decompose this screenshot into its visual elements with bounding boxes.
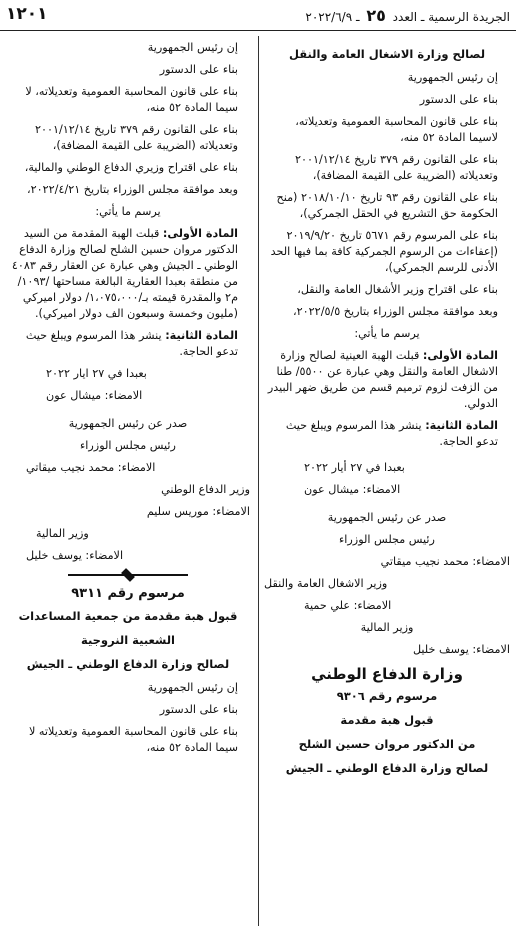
article-1 xyxy=(6,226,250,322)
preamble-line: بناء على اقتراح وزير الأشغال العامة والنقل، xyxy=(297,283,498,296)
issued-by: صدر عن رئيس الجمهورية xyxy=(327,511,447,524)
preamble-line: وبعد موافقة مجلس الوزراء بتاريخ ٢٠٢٢/٥/٥، xyxy=(293,305,498,318)
preamble-line: وبعد موافقة مجلس الوزراء بتاريخ ٢٠٢٢/٤/٢١، xyxy=(27,183,238,196)
article-label: المادة الأولى: xyxy=(422,349,498,362)
article-text: قبلت الهبة المقدمة من السيد الدكتور مروان حسين الشلح لصالح وزارة الدفاع الوطني ـ الجيش وهي عبارة عن العقار رقم ٤٠٨٣ من منطقة بعبدا العقارية البالغة مساحتها /١٠٩٣/ م٢ والمقدرة قيمته بـ/١،٠٧٥،٠٠٠/ دولار اميركي (مليون وخمسة وسبعون الف دولار اميركي). xyxy=(11,227,238,320)
president-signature: الامضاء: ميشال عون xyxy=(46,389,143,402)
finance-title: وزير المالية xyxy=(36,527,89,540)
section-separator xyxy=(68,572,188,578)
preamble-line: إن رئيس الجمهورية xyxy=(407,71,498,84)
finance-signature: الامضاء: يوسف خليل xyxy=(412,643,510,656)
article-1 xyxy=(264,348,510,412)
decree-phrase: يرسم ما يأتي: xyxy=(354,327,420,340)
issue-place-date: بعبدا في ٢٧ ايار ٢٠٢٢ xyxy=(46,367,147,380)
defense-signature: الامضاء: موريس سليم xyxy=(146,505,250,518)
defense-title: وزير الدفاع الوطني xyxy=(161,483,250,496)
preamble-line: بناء على الدستور xyxy=(159,703,238,716)
decree-subject-2: الشعبية النروجية xyxy=(80,633,176,647)
preamble-line: بناء على القانون رقم ٣٧٩ تاريخ ٢٠٠١/١٢/١٤ وتعديلاته (الضريبة على القيمة المضافة)، xyxy=(34,123,238,152)
issued-by: صدر عن رئيس الجمهورية xyxy=(68,417,188,430)
decree-number: مرسوم رقم ٩٣٠٦ xyxy=(336,689,438,703)
preamble-line: بناء على القانون رقم ٣٧٩ تاريخ ٢٠٠١/١٢/١٤ وتعديلاته (الضريبة على القيمة المضافة)، xyxy=(294,153,498,182)
page-header xyxy=(0,0,516,31)
column-divider xyxy=(258,36,259,926)
president-signature: الامضاء: ميشال عون xyxy=(304,483,401,496)
pm-signature: الامضاء: محمد نجيب ميقاتي xyxy=(380,555,510,568)
decree-beneficiary: لصالح وزارة الدفاع الوطني ـ الجيش xyxy=(26,657,230,671)
publication-title xyxy=(305,6,510,25)
preamble-line: بناء على قانون المحاسبة العمومية وتعديلاته، لا سيما المادة ٥٢ منه، xyxy=(25,85,238,114)
article-text: ينشر هذا المرسوم ويبلغ حيث تدعو الحاجة. xyxy=(285,419,498,448)
minister-title: وزير الاشغال العامة والنقل xyxy=(264,577,388,590)
preamble-line: بناء على الدستور xyxy=(159,63,238,76)
preamble-line: بناء على الدستور xyxy=(419,93,498,106)
decree-heading: لصالح وزارة الاشغال العامة والنقل xyxy=(288,47,486,61)
ministry-heading: وزارة الدفاع الوطني xyxy=(311,665,463,683)
pm-title: رئيس مجلس الوزراء xyxy=(80,439,176,452)
issue-place-date: بعبدا في ٢٧ أيار ٢٠٢٢ xyxy=(304,461,405,474)
decree-subject: قبول هبة مقدمة xyxy=(340,713,434,727)
preamble-line: بناء على اقتراح وزيري الدفاع الوطني والمالية، xyxy=(24,161,238,174)
article-label: المادة الأولى: xyxy=(162,227,238,240)
page-number: ١٢٠١ xyxy=(6,4,48,24)
article-text: قبلت الهبة العينية لصالح وزارة الاشغال العامة والنقل وهي عبارة عن ٥٥٠٠/ طنا من الزفت لزوم ترميم قسم من طريق ضهر البيدر الدولي. xyxy=(267,349,498,410)
right-column xyxy=(264,40,510,784)
article-label: المادة الثانية: xyxy=(425,419,498,432)
left-column xyxy=(6,40,250,762)
preamble-line: بناء على المرسوم رقم ٥٦٧١ تاريخ ٢٠١٩/٩/٢٠ (إعفاءات من الرسوم الجمركية كافة بما فيها الحد الأدنى للرسم الجمركي)، xyxy=(270,229,498,274)
decree-subject: قبول هبة مقدمة من جمعية المساعدات xyxy=(18,609,238,623)
article-2 xyxy=(264,418,510,450)
preamble-line: بناء على قانون المحاسبة العمومية وتعديلاته لا سيما المادة ٥٢ منه، xyxy=(28,725,238,754)
pm-title: رئيس مجلس الوزراء xyxy=(339,533,435,546)
decree-number: مرسوم رقم ٩٣١١ xyxy=(71,586,185,601)
decree-beneficiary: لصالح وزارة الدفاع الوطني ـ الجيش xyxy=(285,761,489,775)
preamble-line: بناء على قانون المحاسبة العمومية وتعديلاته، لاسيما المادة ٥٢ منه، xyxy=(295,115,498,144)
pm-signature: الامضاء: محمد نجيب ميقاتي xyxy=(26,461,156,474)
finance-title: وزير المالية xyxy=(360,621,414,634)
finance-signature: الامضاء: يوسف خليل xyxy=(26,549,124,562)
preamble-line: إن رئيس الجمهورية xyxy=(147,41,238,54)
decree-donor: من الدكتور مروان حسين الشلح xyxy=(298,737,476,751)
preamble-line: إن رئيس الجمهورية xyxy=(147,681,238,694)
publication-name: الجريدة الرسمية ـ العدد xyxy=(392,10,510,24)
minister-signature: الامضاء: علي حمية xyxy=(304,599,392,612)
decree-phrase: يرسم ما يأتي: xyxy=(95,205,161,218)
article-label: المادة الثانية: xyxy=(165,329,238,342)
issue-number: ٢٥ xyxy=(366,6,386,25)
issue-date: ـ ٢٠٢٢/٦/٩ xyxy=(305,10,360,24)
article-2 xyxy=(6,328,250,360)
preamble-line: بناء على القانون رقم ٩٣ تاريخ ٢٠١٨/١٠/١٠ (منح الحكومة حق التشريع في الحقل الجمركي)، xyxy=(276,191,498,220)
article-text: ينشر هذا المرسوم ويبلغ حيث تدعو الحاجة. xyxy=(25,329,238,358)
